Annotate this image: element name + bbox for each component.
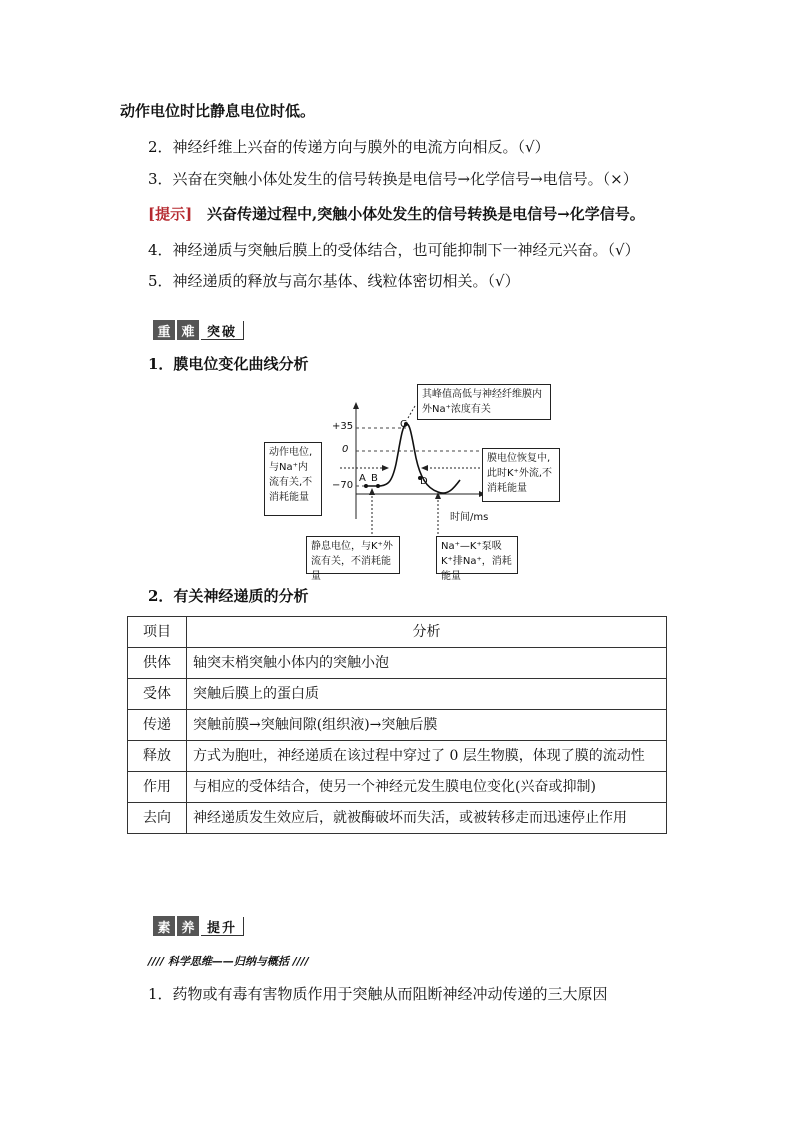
- table-row: [128, 803, 667, 834]
- banner-char: 难: [177, 320, 199, 340]
- point-label: A: [359, 473, 366, 484]
- text-line-last: 1．药物或有毒有害物质作用于突触从而阻断神经冲动传递的三大原因: [148, 985, 608, 1003]
- point-label: C: [400, 419, 407, 430]
- text-line-4: 4．神经递质与突触后膜上的受体结合，也可能抑制下一神经元兴奋。（√）: [148, 241, 640, 259]
- banner-label: 突破: [201, 321, 244, 340]
- table-row: [128, 710, 667, 741]
- table-cell: 供体: [128, 648, 187, 679]
- point-label: B: [371, 473, 378, 484]
- x-axis-label: 时间/ms: [450, 512, 489, 523]
- table-header: 分析: [187, 617, 667, 648]
- neurotransmitter-table: [127, 616, 667, 834]
- section-2-title: 2．有关神经递质的分析: [148, 587, 309, 605]
- callout-resting-potential: 静息电位，与K⁺外流有关，不消耗能量: [306, 536, 400, 574]
- hint-line: [148, 203, 645, 225]
- table-cell: 去向: [128, 803, 187, 834]
- section-1-title: 1．膜电位变化曲线分析: [148, 355, 309, 373]
- section-subtitle: //// 科学思维——归纳与概括 ////: [148, 955, 309, 968]
- table-cell: 神经递质发生效应后，就被酶破坏而失活，或被转移走而迅速停止作用: [187, 803, 667, 834]
- table-cell: 传递: [128, 710, 187, 741]
- point-label: D: [420, 476, 428, 487]
- table-cell: 方式为胞吐，神经递质在该过程中穿过了 0 层生物膜，体现了膜的流动性: [187, 741, 667, 772]
- callout-sodium-potassium-pump: Na⁺—K⁺泵吸K⁺排Na⁺，消耗能量: [436, 536, 518, 574]
- membrane-potential-figure: [260, 384, 565, 582]
- callout-recovery: 膜电位恢复中,此时K⁺外流,不消耗能量: [482, 448, 560, 502]
- y-tick-label: 0: [342, 444, 349, 455]
- table-row: [128, 741, 667, 772]
- text-line-2: 2．神经纤维上兴奋的传递方向与膜外的电流方向相反。（√）: [148, 138, 550, 156]
- text-line-5: 5．神经递质的释放与高尔基体、线粒体密切相关。（√）: [148, 272, 520, 290]
- banner-char: 素: [153, 916, 175, 936]
- banner-char: 养: [177, 916, 199, 936]
- table-cell: 受体: [128, 679, 187, 710]
- callout-action-potential: 动作电位,与Na⁺内流有关,不消耗能量: [264, 442, 322, 516]
- banner-label: 提升: [201, 917, 244, 936]
- table-cell: 突触前膜→突触间隙(组织液)→突触后膜: [187, 710, 667, 741]
- hint-tag: [提示]: [148, 205, 193, 223]
- banner-char: 重: [153, 320, 175, 340]
- table-cell: 突触后膜上的蛋白质: [187, 679, 667, 710]
- table-cell: 轴突末梢突触小体内的突触小泡: [187, 648, 667, 679]
- y-tick-label: −70: [332, 480, 354, 491]
- table-cell: 与相应的受体结合，使另一个神经元发生膜电位变化(兴奋或抑制): [187, 772, 667, 803]
- hint-text: 兴奋传递过程中,突触小体处发生的信号转换是电信号→化学信号。: [206, 205, 645, 223]
- table-header-row: [128, 617, 667, 648]
- table-row: [128, 772, 667, 803]
- callout-peak: 其峰值高低与神经纤维膜内外Na⁺浓度有关: [417, 384, 551, 420]
- text-line-3: 3．兴奋在突触小体处发生的信号转换是电信号→化学信号→电信号。（×）: [148, 170, 638, 188]
- table-row: [128, 679, 667, 710]
- table-row: [128, 648, 667, 679]
- section-banner-literacy: [153, 910, 244, 936]
- table-header: 项目: [128, 617, 187, 648]
- table-cell: 作用: [128, 772, 187, 803]
- section-banner-key-points: [153, 314, 244, 340]
- table-cell: 释放: [128, 741, 187, 772]
- y-tick-label: +35: [332, 421, 354, 432]
- text-line-1: 动作电位时比静息电位时低。: [120, 102, 316, 120]
